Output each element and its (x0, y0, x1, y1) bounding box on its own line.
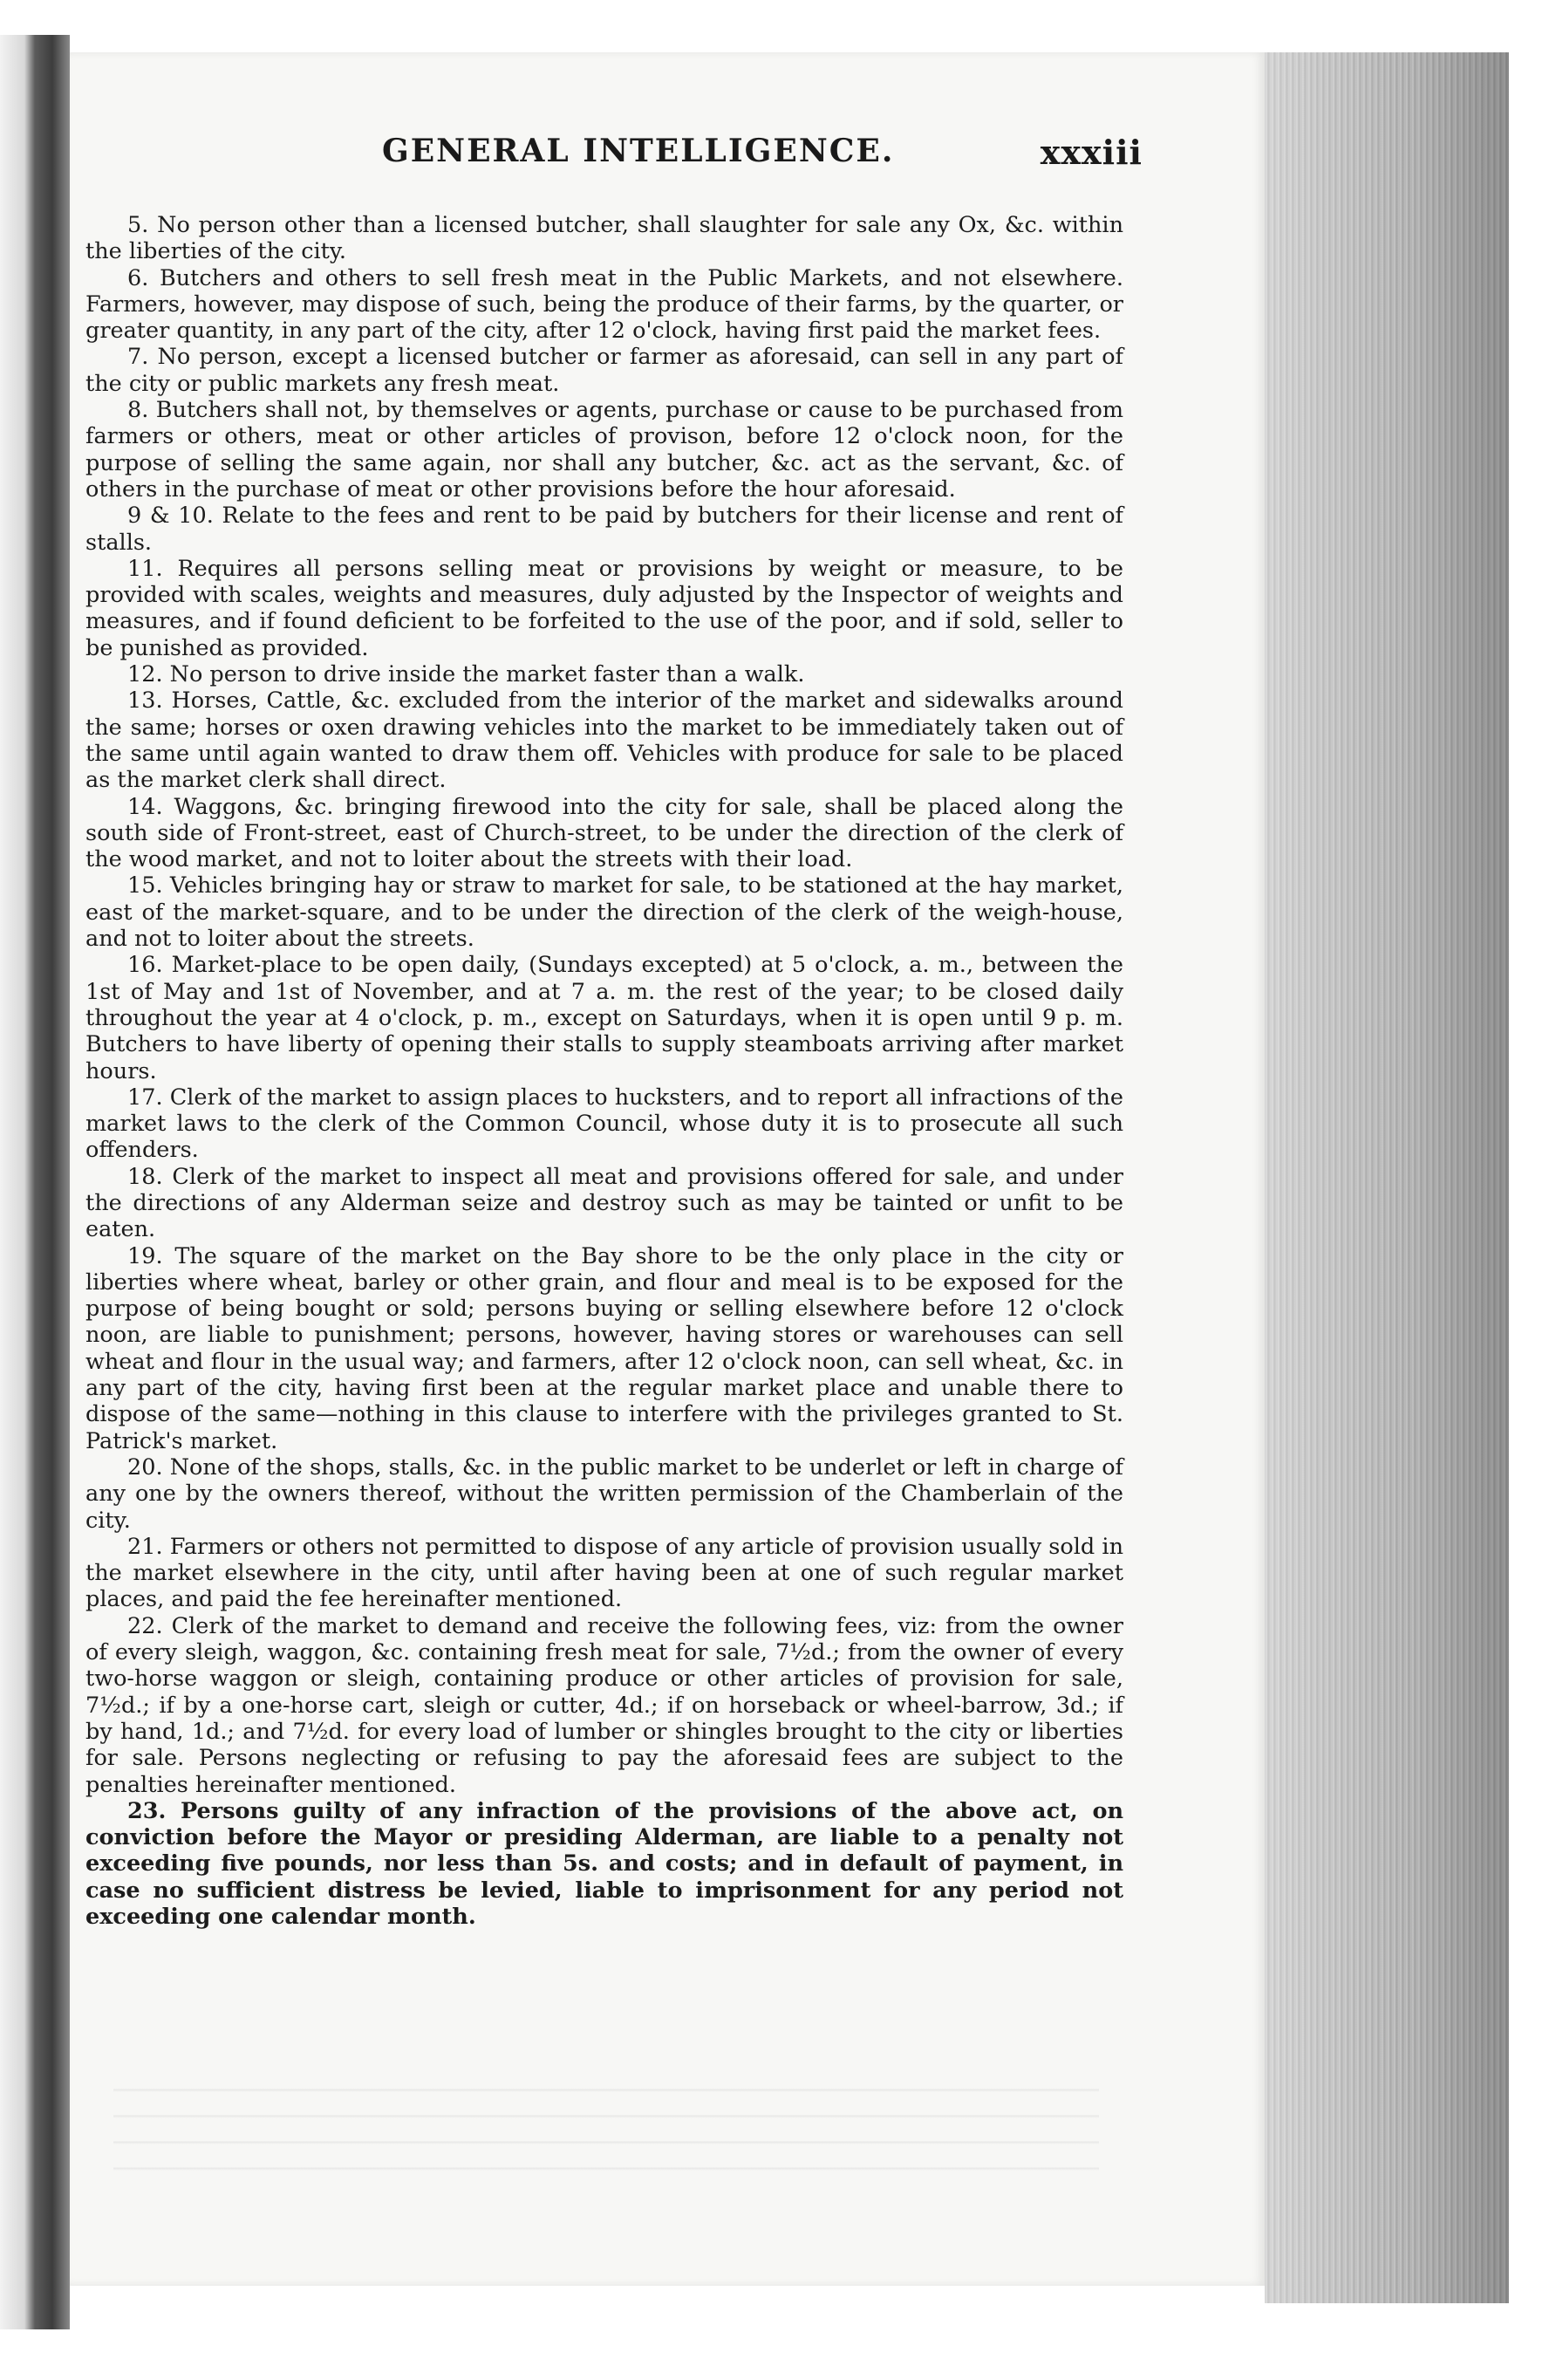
paragraph-13: 13. Horses, Cattle, &c. excluded from the interior of the market and sidewalks around the same; horses or oxen drawing vehicles into the market to be immediately taken out of the same until again wanted to draw them off. Vehicles with produce for sale to be placed as the market clerk shall direct. (85, 687, 1123, 794)
page-block-edge (1265, 52, 1509, 2303)
running-head: GENERAL INTELLIGENCE. (382, 133, 895, 169)
paragraph-20: 20. None of the shops, stalls, &c. in the public market to be underlet or left in charge of any one by the owners thereof, without the written permission of the Chamberlain of the city. (85, 1453, 1123, 1534)
paragraph-8: 8. Butchers shall not, by themselves or agents, purchase or cause to be purchased from farmers or others, meat or other articles of provison, before 12 o'clock noon, for the purpose of selling the same again, nor shall any butcher, &c. act as the servant, &c. of others in the purchase of meat or other provisions before the hour aforesaid. (85, 397, 1123, 503)
paragraph-11: 11. Requires all persons selling meat or provisions by weight or measure, to be provided with scales, weights and measures, duly adjusted by the Inspector of weights and measures, and if found deficient to be forfeited to the use of the poor, and if sold, seller to be punished as provided. (85, 555, 1123, 661)
paragraph-5: 5. No person other than a licensed butcher, shall slaughter for sale any Ox, &c. within the liberties of the city. (85, 212, 1123, 265)
paragraph-6: 6. Butchers and others to sell fresh meat in the Public Markets, and not elsewhere. Farmers, however, may dispose of such, being the produce of their farms, by the quarter, or greater quantity, in any part of the city, after 12 o'clock, having first paid the market fees. (85, 264, 1123, 345)
paragraph-15: 15. Vehicles bringing hay or straw to market for sale, to be stationed at the hay market, east of the market-square, and to be under the direction of the clerk of the weigh-house, and not to loiter about the streets. (85, 872, 1123, 953)
book-spine-edge (0, 35, 70, 2329)
paragraph-18: 18. Clerk of the market to inspect all meat and provisions offered for sale, and under the directions of any Alderman seize and destroy such as may be tainted or unfit to be eaten. (85, 1163, 1123, 1243)
paragraph-7: 7. No person, except a licensed butcher or farmer as aforesaid, can sell in any part of the city or public markets any fresh meat. (85, 344, 1123, 397)
paragraph-9-10: 9 & 10. Relate to the fees and rent to be paid by butchers for their license and rent of stalls. (85, 503, 1123, 556)
paragraph-23: 23. Persons guilty of any infraction of the provisions of the above act, on conviction before the Mayor or presiding Alderman, are liable to a penalty not exceeding five pounds, nor less than 5s. and costs; and in default of payment, in case no sufficient distress be levied, liable to imprisonment for any period not exceeding one calendar month. (85, 1797, 1123, 1930)
page-header (183, 133, 1143, 176)
show-through-text (113, 2076, 1099, 2181)
paragraph-17: 17. Clerk of the market to assign places to hucksters, and to report all infractions of the market laws to the clerk of the Common Council, whose duty it is to prosecute all such offenders. (85, 1084, 1123, 1164)
paragraph-12: 12. No person to drive inside the market faster than a walk. (127, 661, 805, 688)
paragraph-14: 14. Waggons, &c. bringing firewood into the city for sale, shall be placed along the south side of Front-street, east of Church-street, to be under the direction of the clerk of the wood market, and not to loiter about the streets with their load. (85, 793, 1123, 873)
paragraph-21: 21. Farmers or others not permitted to dispose of any article of provision usually sold in the market elsewhere in the city, until after having been at one of such regular market places, and paid the fee hereinafter mentioned. (85, 1533, 1123, 1613)
paragraph-22: 22. Clerk of the market to demand and receive the following fees, viz: from the owner of every sleigh, waggon, &c. containing fresh meat for sale, 7½d.; from the owner of every two-horse waggon or sleigh, containing produce or other articles of provision for sale, 7½d.; if by a one-horse cart, sleigh or cutter, 4d.; if on horseback or wheel-barrow, 3d.; if by hand, 1d.; and 7½d. for every load of lumber or shingles brought to the city or liberties for sale. Persons neglecting or refusing to pay the aforesaid fees are subject to the penalties hereinafter mentioned. (85, 1612, 1123, 1798)
page-body (85, 212, 1123, 1930)
paragraph-19: 19. The square of the market on the Bay shore to be the only place in the city or liberties where wheat, barley or other grain, and flour and meal is to be exposed for the purpose of being bought or sold; persons buying or selling elsewhere before 12 o'clock noon, are liable to punishment; persons, however, having stores or warehouses can sell wheat and flour in the usual way; and farmers, after 12 o'clock noon, can sell wheat, &c. in any part of the city, having first been at the regular market place and unable there to dispose of the same—nothing in this clause to interfere with the privileges granted to St. Patrick's market. (85, 1242, 1123, 1454)
paragraph-16: 16. Market-place to be open daily, (Sundays excepted) at 5 o'clock, a. m., between the 1st of May and 1st of November, and at 7 a. m. the rest of the year; to be closed daily throughout the year at 4 o'clock, p. m., except on Saturdays, when it is open until 9 p. m. Butchers to have liberty of opening their stalls to supply steamboats arriving after market hours. (85, 952, 1123, 1084)
page-number: xxxiii (1040, 133, 1143, 172)
